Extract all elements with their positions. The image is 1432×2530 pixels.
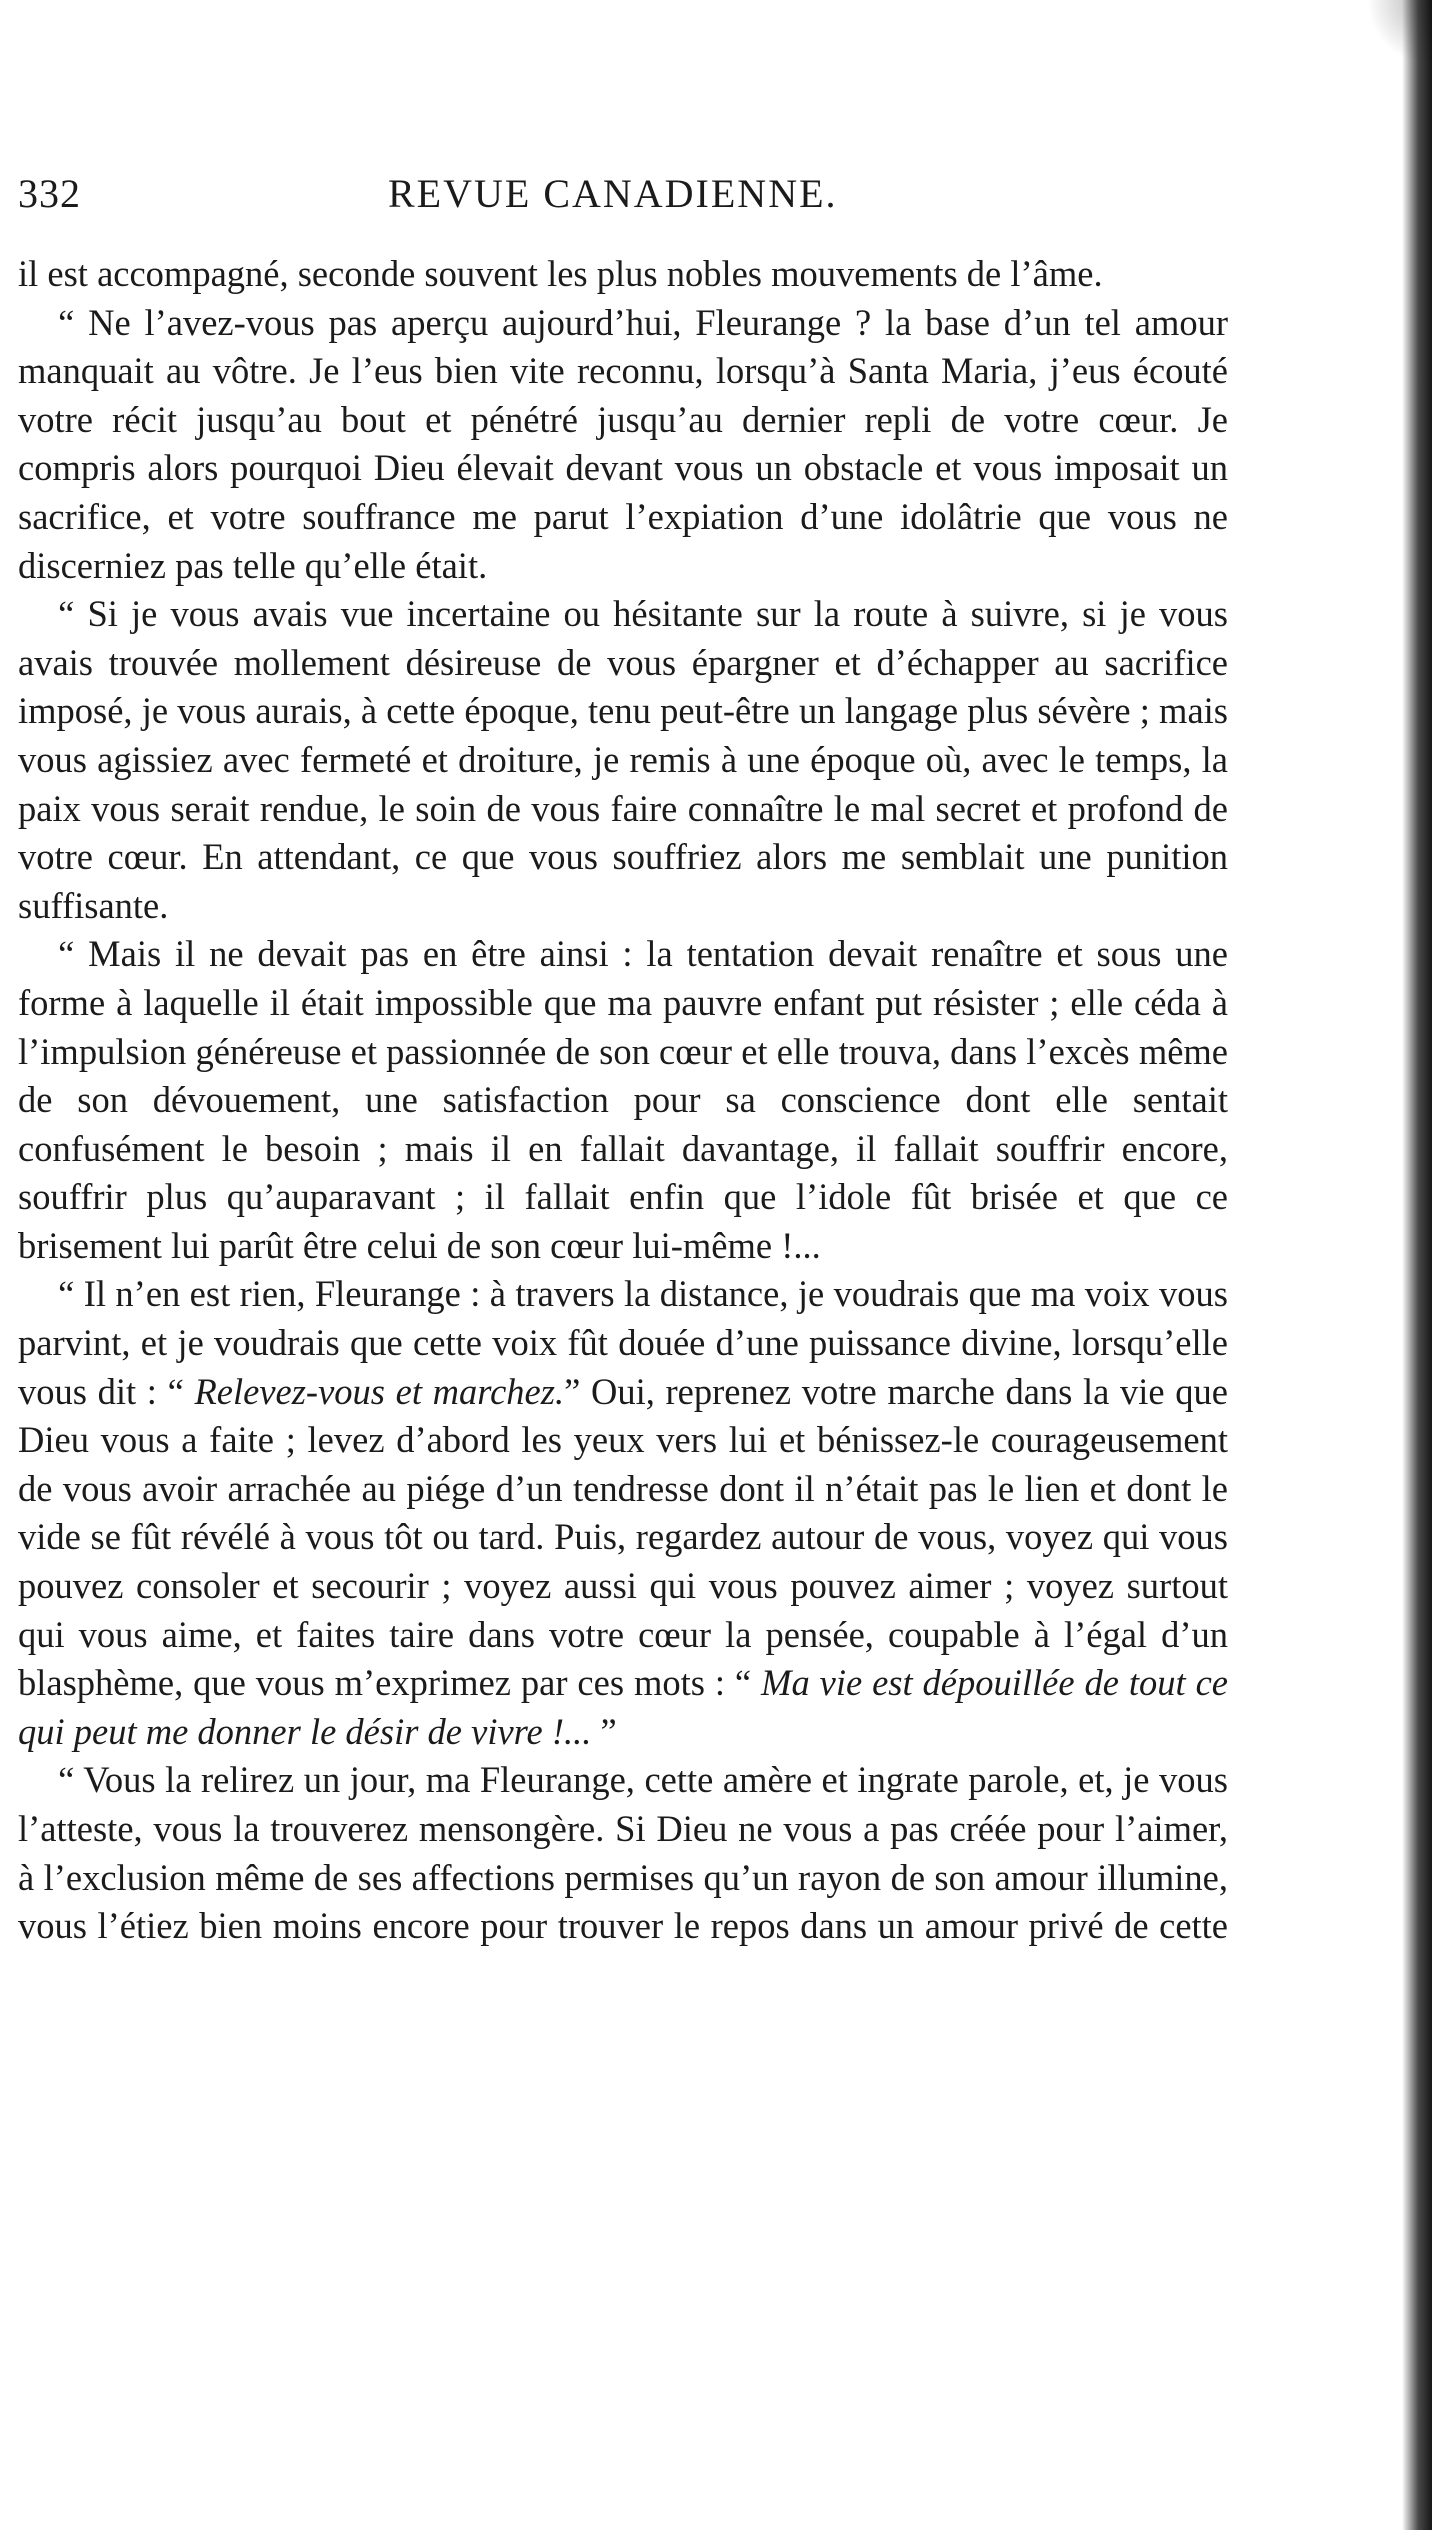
paragraph-1 [18,250,1228,299]
page-header [18,170,1228,230]
paragraph-text: “ Il n’en est rien, Fleurange : à travers la distance, je voudrais que ma voix vous parvint, et je voudrais que cette voix fût douée d’une puissance divine, lorsqu’elle vous dit : “ [18,1273,1228,1412]
paragraph-text: “ Mais il ne devait pas en être ainsi : la tentation devait renaître et sous une forme à laquelle il était impossible que ma pauvre enfant put résister ; elle céda à l’impulsion généreuse et passionnée de son cœur et elle trouva, dans l’excès même de son dévouement, une satisfaction pour sa conscience dont elle sentait confusément le besoin ; mais il en fallait davantage, il fallait souffrir encore, souffrir plus qu’auparavant ; il fallait enfin que l’idole fût brisée et que ce brisement lui parût être celui de son cœur lui-même !... [18,933,1228,1266]
paragraph-text: “ Si je vous avais vue incertaine ou hésitante sur la route à suivre, si je vous avais trouvée mollement désireuse de vous épargner et d’échapper au sacrifice imposé, je vous aurais, à cette époque, tenu peut-être un langage plus sévère ; mais vous agissiez avec fermeté et droiture, je remis à une époque où, avec le temps, la paix vous serait rendue, le soin de vous faire connaître le mal secret et profond de votre cœur. En attendant, ce que vous souffriez alors me semblait une punition suffisante. [18,593,1228,926]
running-title: REVUE CANADIENNE. [388,171,838,216]
body-text [18,250,1228,1951]
paragraph-4 [18,930,1228,1270]
paragraph-text: ” Oui, reprenez votre marche dans la vie que Dieu vous a faite ; levez d’abord les yeux vers lui et bénissez-le courageusement de vous avoir arrachée au piége d’un tendresse dont il n’était pas le lien et dont le vide se fût révélé à vous tôt ou tard. Puis, regardez autour de vous, voyez qui vous pouvez consoler et secourir ; voyez aussi qui vous pouvez aimer ; voyez surtout qui vous aime, et faites taire dans votre cœur la pensée, coupable à l’égal d’un blasphème, que vous m’exprimez par ces mots : “ [18,1370,1228,1704]
paragraph-text: ” [591,1710,617,1752]
paragraph-text: “ Ne l’avez-vous pas aperçu aujourd’hui, Fleurange ? la base d’un tel amour manquait au vôtre. Je l’eus bien vite reconnu, lorsqu’à Santa Maria, j’eus écouté votre récit jusqu’au bout et pénétré jusqu’au dernier repli de votre cœur. Je compris alors pourquoi Dieu élevait devant vous un obstacle et vous imposait un sacrifice, et votre souffrance me parut l’expiation d’une idolâtrie que vous ne discerniez pas telle qu’elle était. [18,301,1228,586]
paragraph-2 [18,299,1228,591]
italic-quote: Relevez-vous et marchez. [194,1370,565,1412]
italic-quote: Ma vie est dépouillée de tout ce qui peut me donner le désir de vivre !... [18,1662,1228,1752]
page-edge-shadow [1402,0,1432,2530]
paragraph-text: il est accompagné, seconde souvent les plus nobles mouvements de l’âme. [18,253,1103,294]
paragraph-text: “ Vous la relirez un jour, ma Fleurange, cette amère et ingrate parole, et, je vous l’atteste, vous la trouverez mensongère. Si Dieu ne vous a pas créée pour l’aimer, à l’exclusion même de ses affections permises qu’un rayon de son amour illumine, vous l’étiez bien moins encore pour trouver le repos dans un amour privé de cette [18,1759,1228,1947]
paragraph-6 [18,1756,1228,1950]
page-number: 332 [18,171,81,216]
paragraph-5 [18,1270,1228,1756]
paragraph-3 [18,590,1228,930]
